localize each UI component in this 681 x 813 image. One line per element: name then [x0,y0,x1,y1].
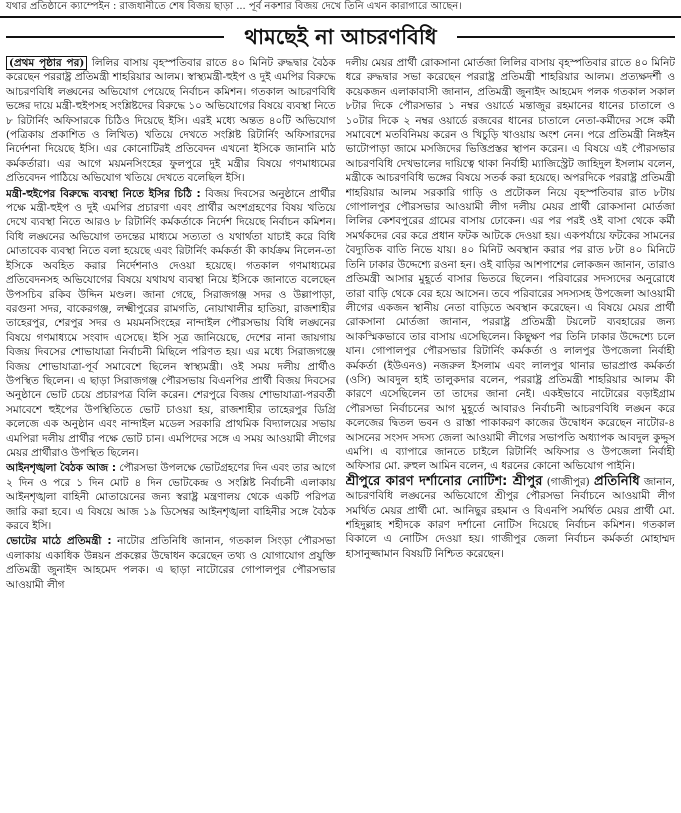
paragraph-text: লিলির বাসায় বৃহস্পতিবার রাতে ৪০ মিনিট রুদ্ধদ্বার বৈঠক করেছেন পররাষ্ট্র প্রতিমন্ত্রী শাহরিয়ার আলম। স্বাস্থ্যমন্ত্রী-হুইপ ও দুই এমপির বিরুদ্ধে আচরণবিধি লঙ্ঘনের অভিযোগ পেয়েছে নির্বাচন কমিশন। গতকাল আচরণবিধি ভঙ্গের দায়ে মন্ত্রী-হুইপসহ সংশ্লিষ্টদের বিরুদ্ধে ১০ অভিযোগের বিষয়ে ব্যবস্থা নিতে ৮ রিটার্নিং অফিসারকে চিঠিও দিয়েছে ইসি। এরই মধ্যে অন্তত ৪০টি অভিযোগ (পত্রিকায় প্রকাশিত ও লিখিত) খতিয়ে দেখতে সংশ্লিষ্ট রিটার্নিং অফিসারদের নির্দেশনা দিয়েছে ইসি। এর কোনোটিরই প্রতিবেদন এখনো ইসিকে জানানি মাঠ কর্মকর্তারা। এর আগে ময়মনসিংহের ফুলপুরে দুই মন্ত্রীর বিষয়ে গণমাধ্যমের প্রতিবেদন পাঠিয়ে অভিযোগ খতিয়ে দেখতে বলেছিল ইসি। [6,57,336,185]
subheading: মন্ত্রী-হুইপের বিরুদ্ধে ব্যবস্থা নিতে ইসির চিঠি : [6,187,201,200]
paragraph [6,56,336,186]
paragraph-text: জানান, আচরণবিধি লঙ্ঘনের অভিযোগে শ্রীপুর পৌরসভা নির্বাচনে আওয়ামী লীগ সমর্থিত মেয়র প্রার্থী মো. আনিছুর রহমান ও বিএনপি সমর্থিত মেয়র প্রার্থী মো. শহিদুল্লাহ শহীদকে কারণ দর্শানো নোটিস দিয়েছে নির্বাচন কমিশন। গতকাল বিকালে এ নোটিস দেওয়া হয়। গাজীপুর জেলা নির্বাচন কর্মকর্তা মোহাম্মদ হাসানুজ্জামান বিষয়টি নিশ্চিত করেছেন। [345,475,675,560]
subheading: শ্রীপুরে কারণ দর্শানোর নোটিশ: শ্রীপুর [345,473,543,489]
right-column [346,56,676,809]
paragraph-text: পৌরসভা উপলক্ষে ভোটগ্রহণের দিন এবং তার আগে ২ দিন ও পরে ১ দিন মোট ৪ দিন ভোটকেন্দ্র ও সংশ্লিষ্ট নির্বাচনী এলাকায় আইনশৃঙ্খলা বাহিনী মোতায়েনের জন্য স্বরাষ্ট্র মন্ত্রণালয় থেকে একটি পরিপত্র জারি করা হবে। এ বিষয়ে আজ ১৯ ডিসেম্বর আইনশৃঙ্খলা বাহিনীর সঙ্গে বৈঠক করবে ইসি। [6,462,336,532]
headline: থামছেই না আচরণবিধি [244,25,437,49]
paragraph [6,461,336,533]
headline-row [0,22,681,52]
paragraph [346,56,676,474]
top-rule [0,16,681,18]
paragraph [6,534,336,592]
subheading-location: (গাজীপুর) [546,475,590,488]
left-column [6,56,336,809]
paragraph-text: নাটোর প্রতিনিধি জানান, গতকাল সিংড়া পৌরসভা এলাকায় একাধিক উন্নয়ন প্রকল্পের উদ্বোধন করেছেন তথ্য ও যোগাযোগ প্রযুক্তি প্রতিমন্ত্রী জুনাইদ আহমেদ পলক। এ ছাড়া নাটোরের গোপালপুর পৌরসভার আওয়ামী লীগ [6,535,336,591]
top-strip-text: যথার প্রতিষ্ঠানে ক্যাম্পেইন : রাজধানীতে শেষ বিজয় ছাড়া ... পূর্ব নকশার বিজয় দেখে তিনি এখন কারাগারে আছেন। [6,1,462,12]
subheading: ভোটের মাঠে প্রতিমন্ত্রী : [6,535,112,548]
subheading: আইনশৃঙ্খলা বৈঠক আজ : [6,462,116,475]
paragraph [346,475,676,561]
subheading-lead: প্রতিনিধি [593,473,640,489]
article-body [6,56,675,809]
paragraph-text: দলীয় মেয়র প্রার্থী রোকসানা মোর্তজা লিলির বাসায় বৃহস্পতিবার রাতে ৪০ মিনিট ধরে রুদ্ধদ্বার সভা করেছেন পররাষ্ট্র প্রতিমন্ত্রী শাহরিয়ার আলম। প্রত্যক্ষদর্শী ও কয়েকজন এলাকাবাসী জানান, প্রতিমন্ত্রী জুনাইদ আহমেদ পলক গতকাল সকাল ৮টার দিকে পৌরসভার ১ নম্বর ওয়ার্ডে মন্তাজুর রহমানের ধানের চাতালে ও ১০টার দিকে ২ নম্বর ওয়ার্ডে রজবের ধানের চাতালে নেতা-কর্মীদের সঙ্গে কর্মী সমাবেশে মতবিনিময় করেন ও খিচুড়ি খাওয়ায় অংশ নেন। পরে প্রতিমন্ত্রী নিঙ্গইন ভাটোপাড়া জামে মসজিদের ভিত্তিপ্রস্তর স্থাপন করেন। এ বিষয়ে এই পৌরসভার আচরণবিধি দেখভালের দায়িত্বে থাকা নির্বাহী ম্যাজিস্ট্রেট জাহিদুল ইসলাম বলেন, মন্ত্রীকে আচরণবিধি ভঙ্গের বিষয়ে সতর্ক করা হয়েছে। অপরদিকে পররাষ্ট্র প্রতিমন্ত্রী শাহরিয়ার আলম সরকারি গাড়ি ও প্রটোকল নিয়ে বৃহস্পতিবার রাত ৮টায় গোপালপুর পৌরসভার আওয়ামী লীগ দলীয় মেয়র প্রার্থী রোকসানা মোর্তজা লিলির কেশবপুরের গ্রামের বাসায় ঢোকেন। এর পর পরই ওই বাসা থেকে কর্মী সমর্থকদের বের করে প্রধান ফটক আটকে দেওয়া হয়। একপর্যায়ে ফটকের সামনের বৈদ্যুতিক বাতি নিভে যায়। ৪০ মিনিট অবস্থান করার পর রাত ৮টা ৪০ মিনিটে তিনি ঢাকার উদ্দেশ্যে রওনা হন। ওই বাড়ির আশপাশের লোকজন জানান, তারাও প্রতিমন্ত্রী আসার মুহূর্তে বাসার ভিতরে ছিলেন। পরিবারের সদস্যদের অনুরোধে তারা বাড়ি থেকে বের হয়ে আসেন। তবে পরিবারের সদস্যসহ উপজেলা আওয়ামী লীগের একজন স্থানীয় নেতা বাড়িতে অবস্থান করেছেন। এ বিষয়ে মেয়র প্রার্থী রোকসানা মোর্তজা জানান, পররাষ্ট্র প্রতিমন্ত্রী টয়লেট ব্যবহারের জন্য আকস্মিকভাবে তার বাসায় এসেছিলেন। কিছুক্ষণ পর তিনি ঢাকার উদ্দেশ্যে চলে যান। গোপালপুর পৌরসভার রিটার্নিং কর্মকর্তা ও লালপুর উপজেলা নির্বাহী কর্মকর্তা (ইউএনও) নজরুল ইসলাম এবং লালপুর থানার ভারপ্রাপ্ত কর্মকর্তা (ওসি) আবদুল হাই তালুকদার বলেন, পররাষ্ট্র প্রতিমন্ত্রী শাহরিয়ার আলম কী কারণে এসেছিলেন তা তাদের জানা নেই। একইভাবে নাটোরের বড়াইগ্রাম পৌরসভা নির্বাচনের আগ মুহূর্তে আবারও নির্বাচনী আচরণবিধি লঙ্ঘন করে কলেজের দ্বিতল ভবন ও রাস্তা পাকাকরণ কাজের উদ্বোধন করেছেন নাটোর-৪ আসনের সংসদ সদস্য জেলা আওয়ামী লীগের সভাপতি অধ্যাপক আবদুল কুদ্দুস এমপি। এ ব্যাপারে জানতে চাইলে রিটার্নিং অফিসার ও উপজেলা নির্বাহী অফিসার মো. রুহুল আমিন বলেন, এ ধরনের কোনো অভিযোগ পাইনি। [345,57,675,473]
paragraph [6,187,336,461]
paragraph-text: বিজয় দিবসের অনুষ্ঠানে প্রার্থীর পক্ষে মন্ত্রী-হুইপ ও দুই এমপির প্রচারণা এবং প্রার্থীর অংশগ্রহণের বিষয় খতিয়ে দেখে ব্যবস্থা নিতে আরও ৮ রিটার্নিং কর্মকর্তাকে নির্দেশ দিয়েছে নির্বাচন কমিশন। বিধি লঙ্ঘনের অভিযোগ তদন্তের মাধ্যমে সত্যতা ও যথার্থতা যাচাই করে বিধি মোতাবেক ব্যবস্থা নিতে বলা হয়েছে এবং রিটার্নিং কর্মকর্তা কী কার্যক্রম নিলেন-তা ইসিকে অবহিত করার নির্দেশনাও দেওয়া হয়েছে। গতকাল গণমাধ্যমের প্রতিবেদনসহ অভিযোগের বিষয়ে যথাযথ ব্যবস্থা নিয়ে ইসিকে জানাতে বলেছেন উপসচিব রকিব উদ্দিন মণ্ডল। জানা গেছে, সিরাজগঞ্জ সদর ও উল্লাপাড়া, বরগুনা সদর, বাকেরগঞ্জ, লক্ষ্মীপুরের রামগতি, নোয়াখালীর হাতিয়া, রাজশাহীর তাহেরপুর, শেরপুর সদর ও ময়মনসিংহের নান্দাইল পৌরসভায় বিধি লঙ্ঘনের বিষয়ে গণমাধ্যমে সংবাদ এসেছে। ইসি সূত্র জানিয়েছে, দেশের নানা জায়গায় বিজয় দিবসের শোভাযাত্রা নির্বাচনী মিছিলে পরিণত হয়। এর মধ্যে সিরাজগঞ্জে বিজয় শোভাযাত্রা-পূর্ব সমাবেশে ছিলেন স্বাস্থ্যমন্ত্রী। ওই সময় দলীয় প্রার্থীও উপস্থিত ছিলেন। এ ছাড়া সিরাজগঞ্জ পৌরসভায় বিএনপির প্রার্থী বিজয় দিবসের অনুষ্ঠানে ভোট চেয়ে প্রচারপত্র বিলি করেন। শেরপুরে বিজয় শোভাযাত্রা-পরবর্তী সমাবেশে হুইপের উপস্থিতিতে ভোট চাওয়া হয়, রাজশাহীর তাহেরপুর ডিগ্রি কলেজে এক অনুষ্ঠান এবং নান্দাইল মডেল সরকারি প্রাথমিক বিদ্যালয়ের সভায় এমপিরা দলীয় প্রার্থীর পক্ষে ভোট চান। এমপিদের সঙ্গে এ সময় আওয়ামী লীগের মেয়র প্রার্থীরাও উপস্থিত ছিলেন। [6,187,336,459]
jump-label: (প্রথম পৃষ্ঠার পর) [6,56,87,70]
headline-rule-right [457,36,675,38]
